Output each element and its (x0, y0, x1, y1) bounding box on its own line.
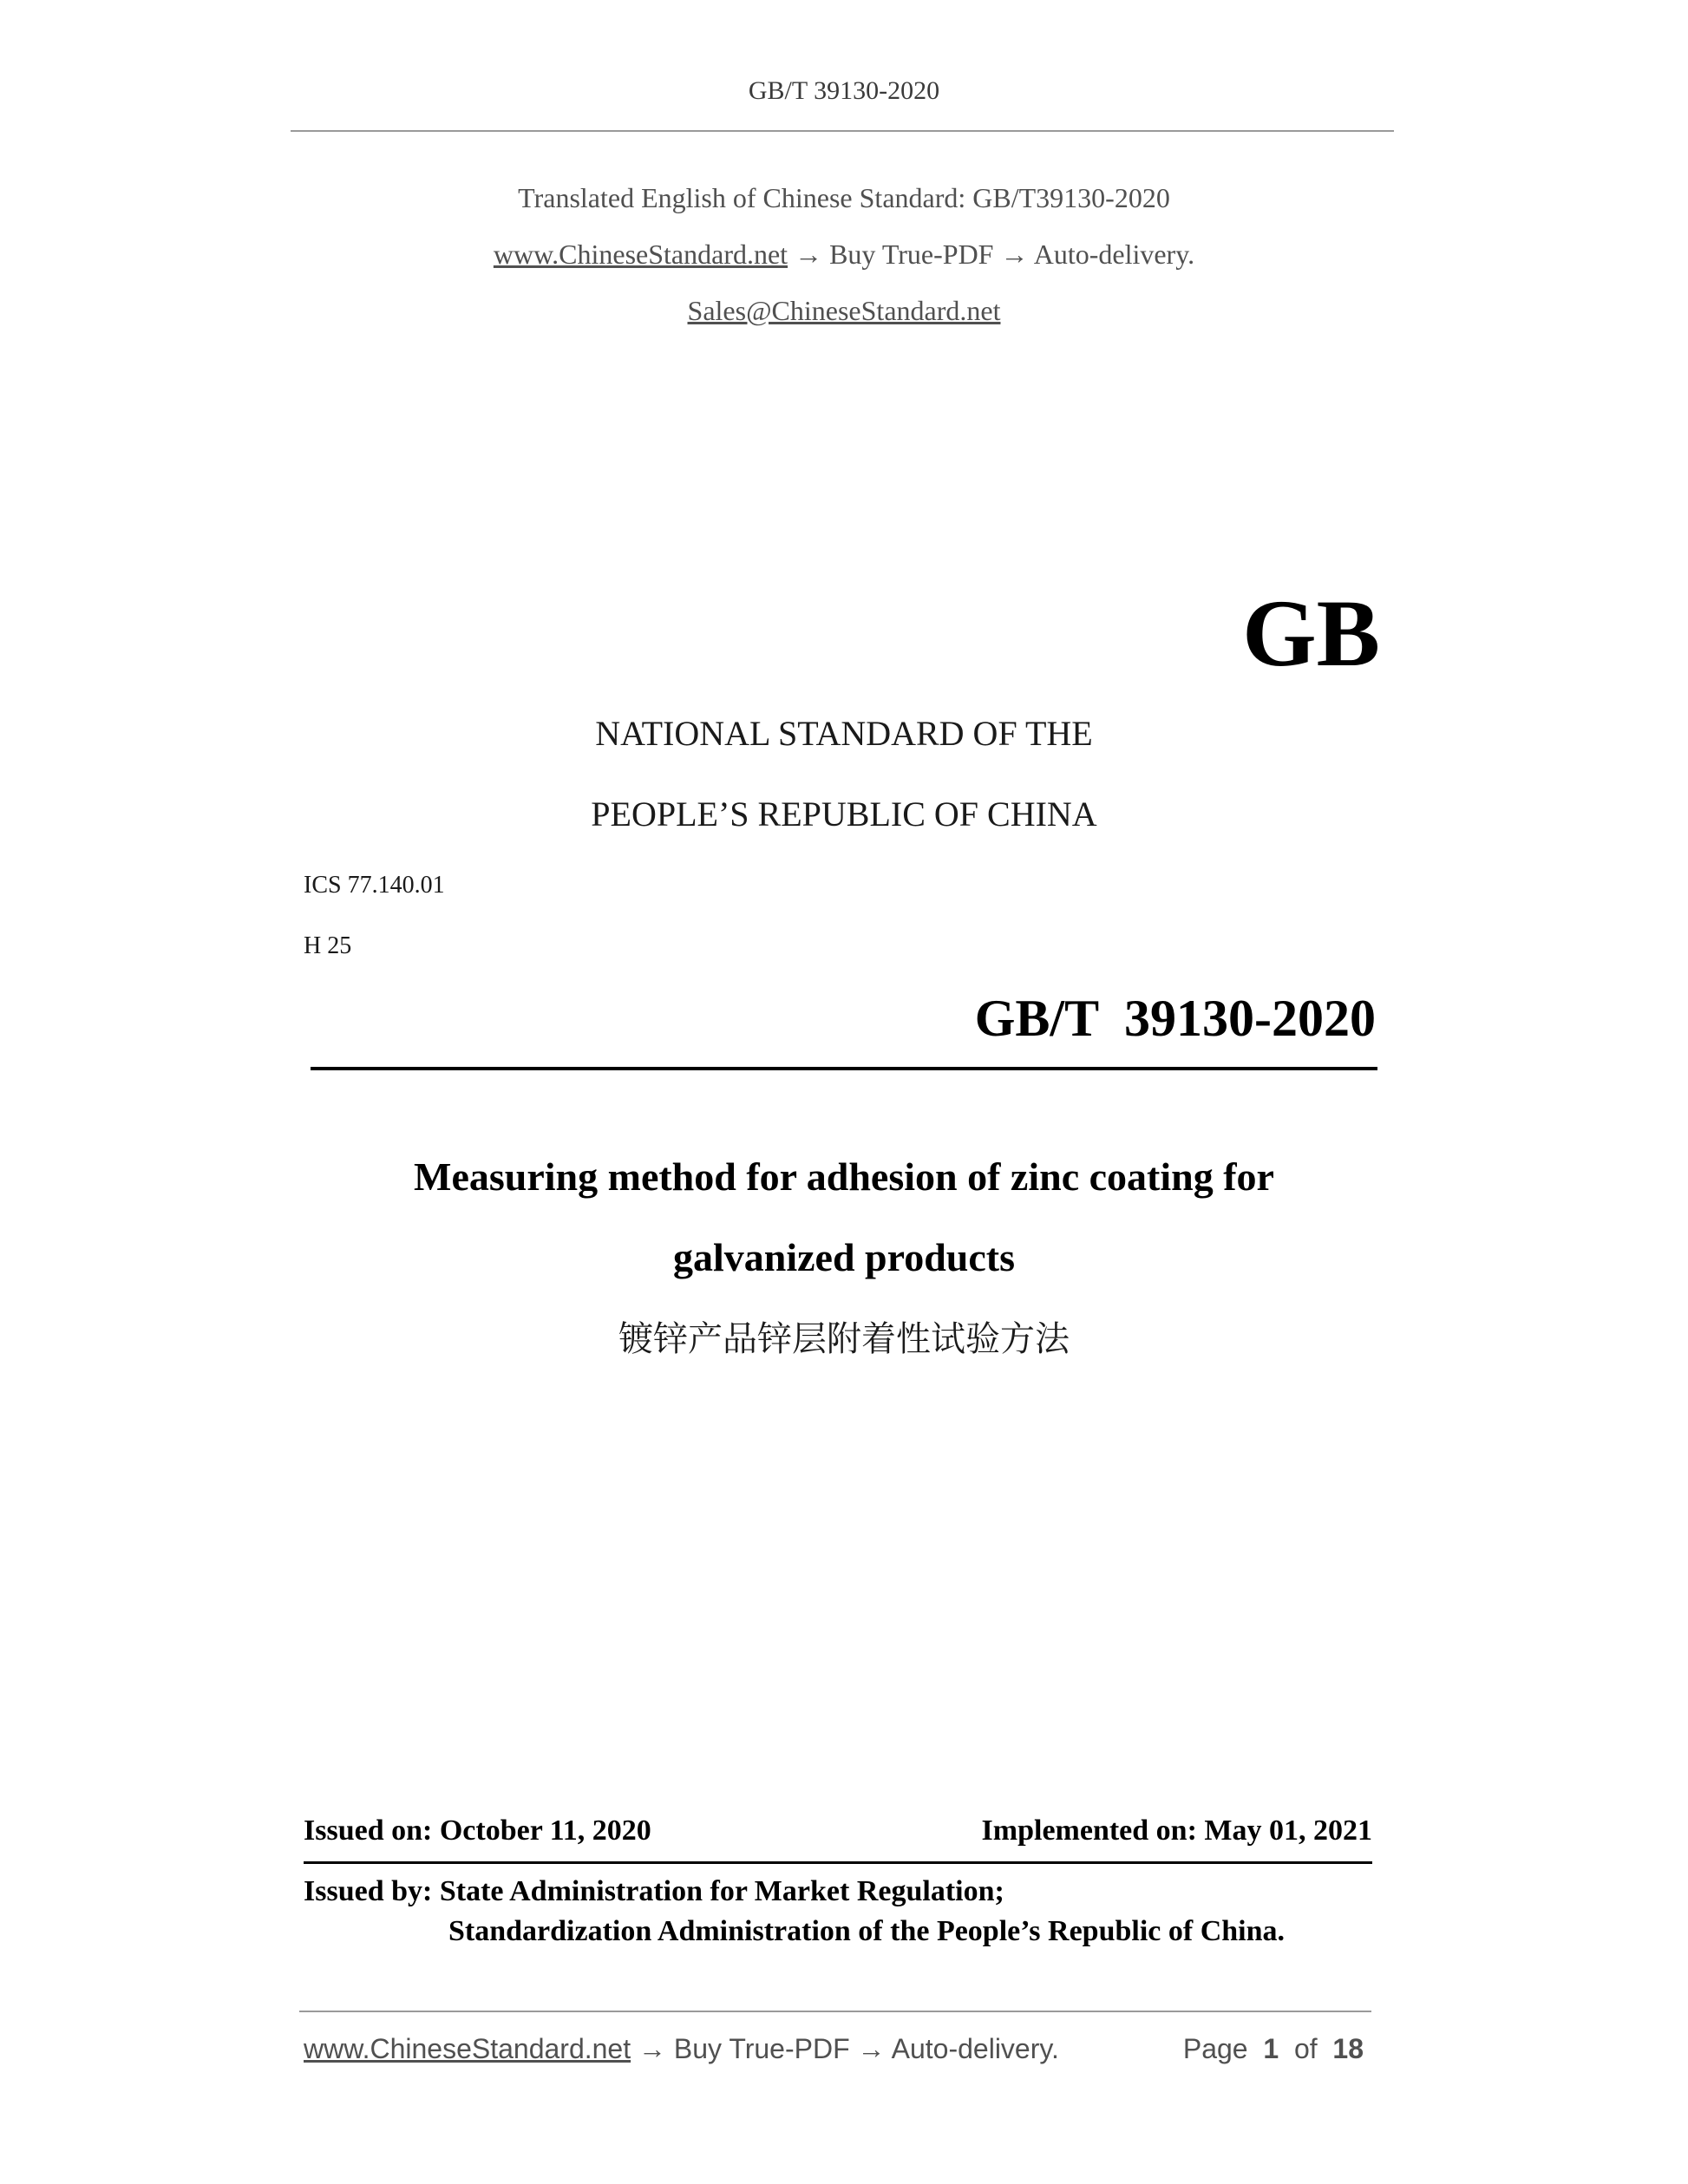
email-line (0, 295, 1688, 327)
issued-by-line1: Issued by: State Administration for Market Regulation; (304, 1875, 1004, 1907)
buy-text: → Buy True-PDF → Auto-delivery. (795, 239, 1195, 270)
footer-website-link[interactable]: www.ChineseStandard.net (304, 2033, 631, 2064)
page-current: 1 (1263, 2033, 1279, 2064)
title-divider (311, 1067, 1377, 1070)
email-link[interactable]: Sales@ChineseStandard.net (687, 295, 1001, 326)
translation-note: Translated English of Chinese Standard: GB/T39130-2020 (518, 182, 1170, 213)
issued-on: Issued on: October 11, 2020 (304, 1815, 651, 1847)
ics-code: ICS 77.140.01 (304, 872, 445, 899)
page-indicator (1183, 2033, 1364, 2065)
gb-mark: GB (1242, 580, 1380, 686)
issue-divider (304, 1861, 1372, 1864)
running-header: GB/T 39130-2020 (748, 76, 940, 105)
issued-by-line2: Standardization Administration of the People’s Republic of China. (448, 1915, 1286, 1947)
footer-purchase-line (304, 2033, 1059, 2065)
page-total: 18 (1332, 2033, 1364, 2064)
footer-buy-text: → Buy True-PDF → Auto-delivery. (638, 2033, 1059, 2064)
ccs-code: H 25 (304, 932, 352, 959)
purchase-line (0, 239, 1688, 271)
page-label: Page (1182, 2033, 1248, 2064)
title-en-line1: Measuring method for adhesion of zinc coating for (414, 1154, 1274, 1199)
title-zh: 镀锌产品锌层附着性试验方法 (618, 1319, 1070, 1359)
website-link[interactable]: www.ChineseStandard.net (493, 239, 788, 270)
national-standard-line2: PEOPLE’S REPUBLIC OF CHINA (591, 794, 1097, 834)
national-standard-line1: NATIONAL STANDARD OF THE (595, 714, 1093, 753)
footer-divider (299, 2011, 1371, 2012)
header-divider (291, 130, 1394, 132)
implemented-on: Implemented on: May 01, 2021 (981, 1815, 1372, 1847)
standard-number: GB/T 39130-2020 (974, 990, 1376, 1047)
of-label: of (1293, 2033, 1318, 2064)
title-en-line2: galvanized products (672, 1235, 1016, 1279)
